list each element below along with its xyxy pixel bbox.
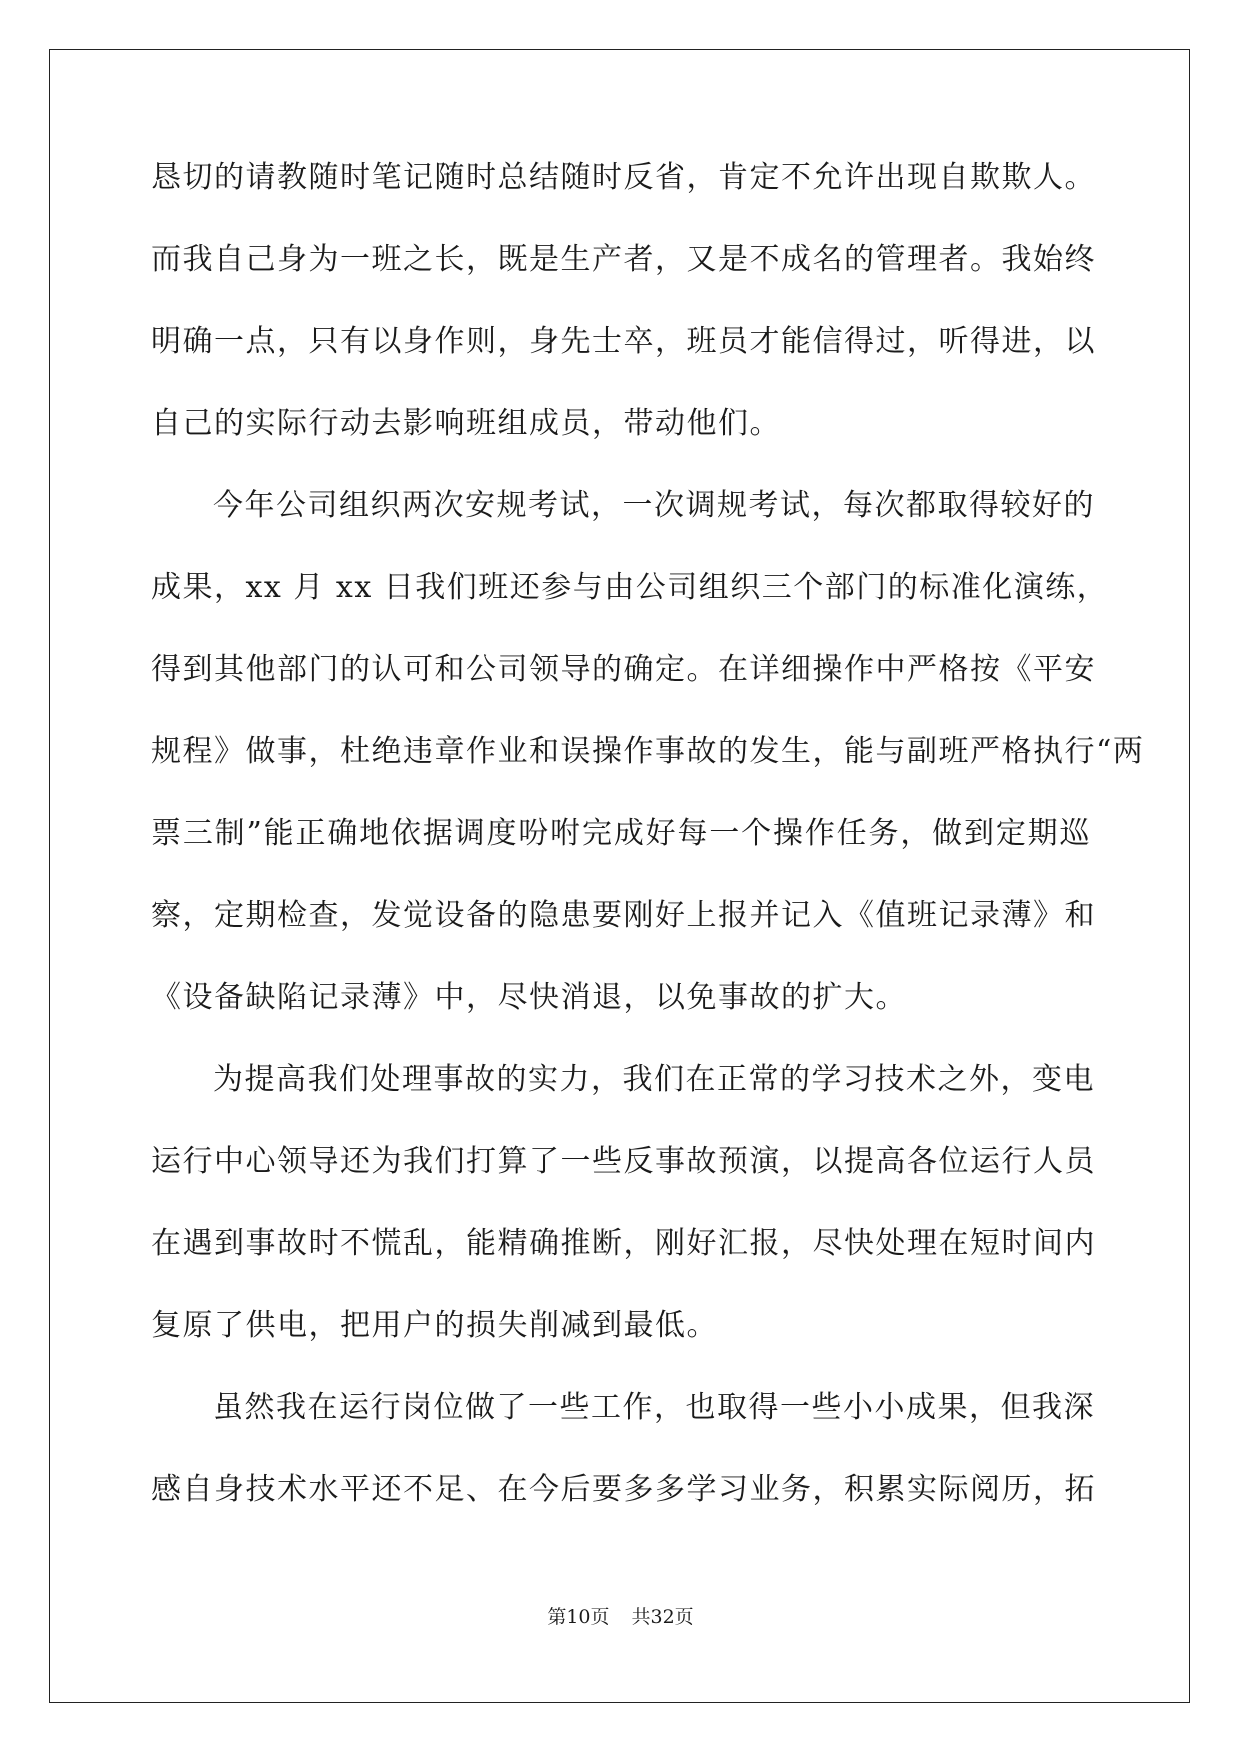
text-line: 为提高我们处理事故的实力，我们在正常的学习技术之外，变电 — [213, 1062, 1095, 1097]
text-line: 在遇到事故时不慌乱，能精确推断，刚好汇报，尽快处理在短时间内 — [151, 1226, 1096, 1261]
page-number-current: 第10页 — [547, 1606, 610, 1628]
text-line: 《设备缺陷记录薄》中，尽快消退，以免事故的扩大。 — [151, 980, 907, 1015]
page-number-total: 共32页 — [631, 1606, 694, 1628]
text-line: 复原了供电，把用户的损失削减到最低。 — [151, 1308, 718, 1343]
page-footer — [0, 1604, 1241, 1630]
text-line: 明确一点，只有以身作则，身先士卒，班员才能信得过，听得进，以 — [151, 324, 1096, 359]
text-line: 规程》做事，杜绝违章作业和误操作事故的发生，能与副班严格执行“两 — [151, 734, 1145, 769]
document-body — [151, 155, 1145, 1549]
text-line: 恳切的请教随时笔记随时总结随时反省，肯定不允许出现自欺欺人。 — [151, 160, 1096, 195]
text-line: 而我自己身为一班之长，既是生产者，又是不成名的管理者。我始终 — [151, 242, 1096, 277]
text-line: 票三制”能正确地依据调度吩咐完成好每一个操作任务，做到定期巡 — [151, 816, 1091, 851]
text-line: 得到其他部门的认可和公司领导的确定。在详细操作中严格按《平安 — [151, 652, 1096, 687]
text-line: 感自身技术水平还不足、在今后要多多学习业务，积累实际阅历，拓 — [151, 1472, 1096, 1507]
text-line: 今年公司组织两次安规考试，一次调规考试，每次都取得较好的 — [213, 488, 1095, 523]
text-line: 运行中心领导还为我们打算了一些反事故预演，以提高各位运行人员 — [151, 1144, 1096, 1179]
text-line: 虽然我在运行岗位做了一些工作，也取得一些小小成果，但我深 — [213, 1390, 1095, 1425]
text-line: 察，定期检查，发觉设备的隐患要刚好上报并记入《值班记录薄》和 — [151, 898, 1096, 933]
text-line: 自己的实际行动去影响班组成员，带动他们。 — [151, 406, 781, 441]
text-line: 成果，xx 月 xx 日我们班还参与由公司组织三个部门的标准化演练， — [151, 570, 1109, 605]
